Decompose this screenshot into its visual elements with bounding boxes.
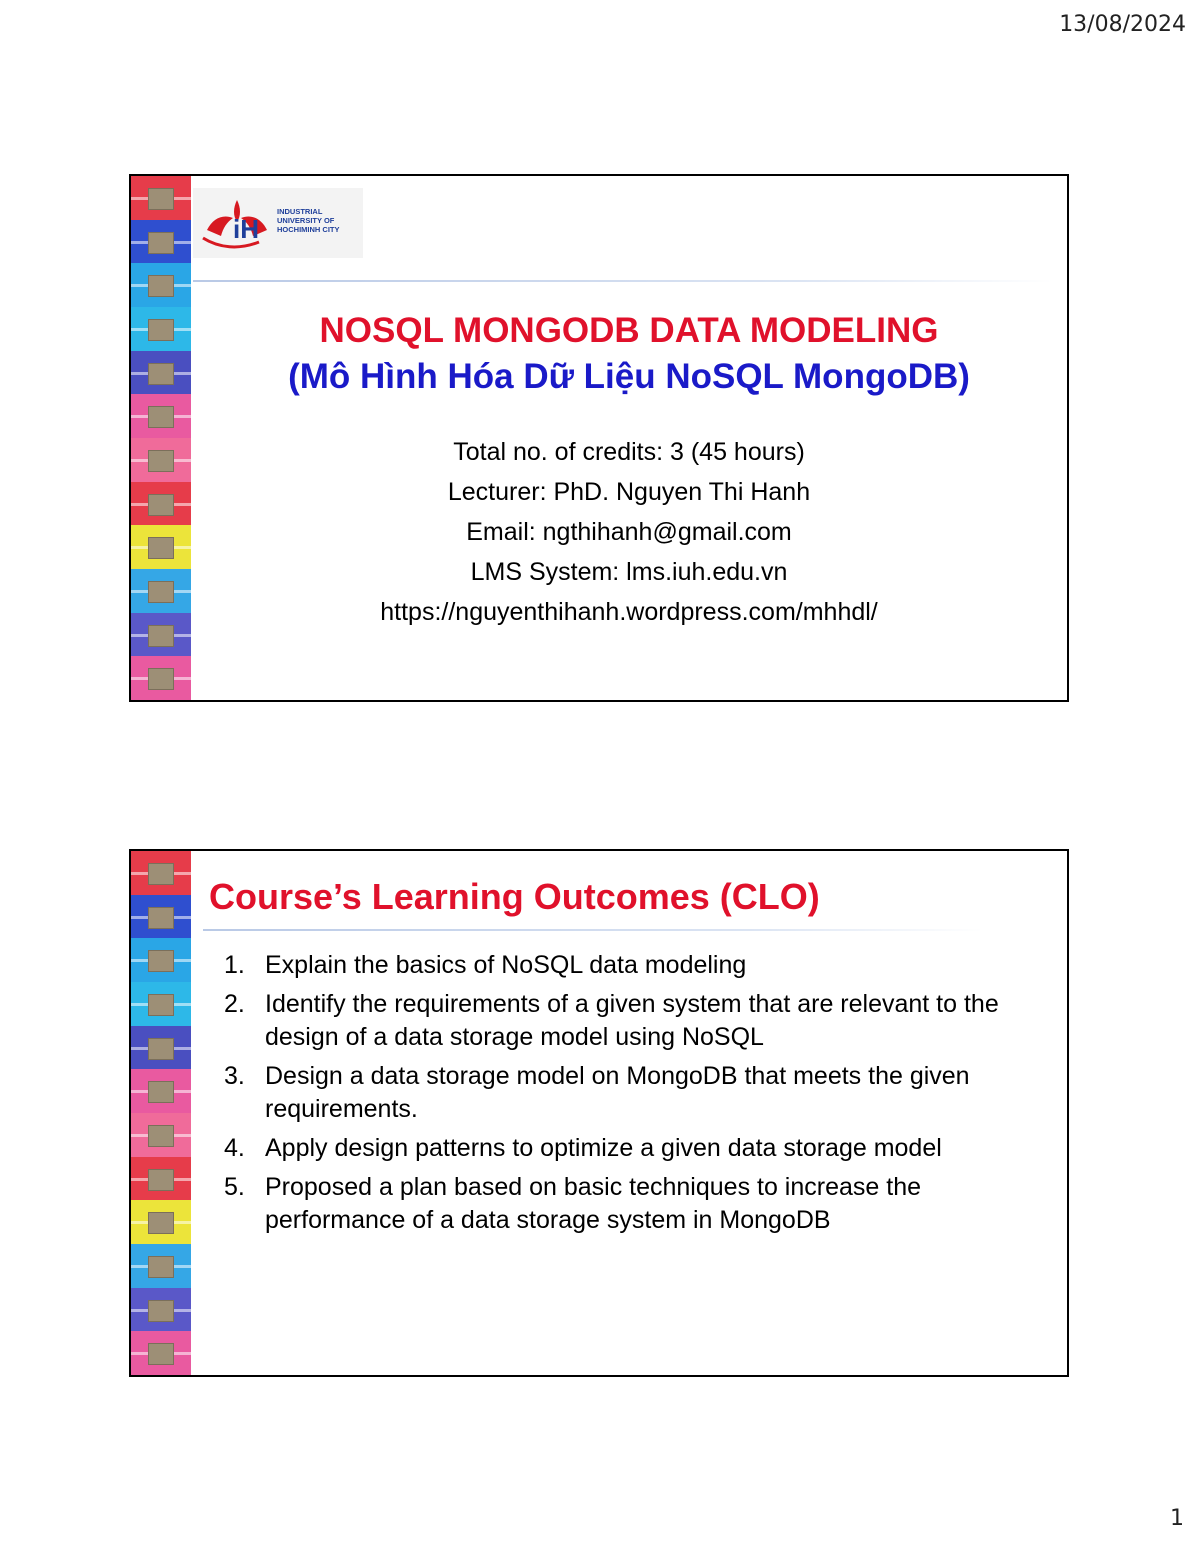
learning-outcomes-slide	[129, 849, 1069, 1377]
strip-block	[131, 351, 191, 395]
strip-block	[131, 938, 191, 982]
logo-mark: iH	[233, 214, 259, 244]
list-item-text: Explain the basics of NoSQL data modeling	[265, 951, 747, 979]
strip-knot	[148, 668, 174, 690]
strip-knot	[148, 232, 174, 254]
list-item-number: 4.	[224, 1134, 245, 1162]
university-logo	[193, 188, 363, 258]
strip-block	[131, 1331, 191, 1375]
strip-knot	[148, 188, 174, 210]
decorative-side-strip	[131, 851, 191, 1375]
strip-block	[131, 1200, 191, 1244]
strip-block	[131, 1026, 191, 1070]
strip-block	[131, 263, 191, 307]
logo-text-line-2: UNIVERSITY OF	[277, 216, 335, 225]
strip-knot	[148, 275, 174, 297]
list-item	[224, 1060, 1044, 1126]
page-date: 13/08/2024	[1059, 12, 1186, 37]
list-item-number: 3.	[224, 1062, 245, 1090]
strip-block	[131, 613, 191, 657]
course-title-vietnamese: (Mô Hình Hóa Dữ Liệu NoSQL MongoDB)	[288, 357, 970, 396]
header-divider	[193, 280, 1053, 282]
strip-block	[131, 1288, 191, 1332]
lms-info: LMS System: lms.iuh.edu.vn	[470, 558, 788, 586]
list-item	[224, 1171, 1044, 1237]
strip-block	[131, 525, 191, 569]
strip-knot	[148, 1081, 174, 1103]
university-logo-icon	[193, 188, 363, 258]
strip-block	[131, 656, 191, 700]
list-item-text: Identify the requirements of a given system that are relevant to the design of a data storage model using NoSQL	[265, 990, 999, 1051]
list-item-number: 1.	[224, 951, 245, 979]
strip-block	[131, 307, 191, 351]
strip-knot	[148, 537, 174, 559]
strip-block	[131, 394, 191, 438]
decorative-side-strip	[131, 176, 191, 700]
strip-block	[131, 176, 191, 220]
credits-info: Total no. of credits: 3 (45 hours)	[453, 438, 805, 466]
course-title-english: NOSQL MONGODB DATA MODELING	[319, 311, 939, 350]
strip-knot	[148, 363, 174, 385]
list-item-text: Design a data storage model on MongoDB that meets the given requirements.	[265, 1062, 970, 1123]
strip-knot	[148, 625, 174, 647]
strip-block	[131, 220, 191, 264]
logo-text-line-3: HOCHIMINH CITY	[277, 225, 340, 234]
lecturer-info: Lecturer: PhD. Nguyen Thi Hanh	[447, 478, 811, 506]
strip-knot	[148, 1256, 174, 1278]
list-item-text: Apply design patterns to optimize a given data storage model	[265, 1134, 942, 1162]
strip-block	[131, 1113, 191, 1157]
strip-block	[131, 1069, 191, 1113]
strip-knot	[148, 406, 174, 428]
list-item	[224, 949, 1044, 982]
strip-knot	[148, 581, 174, 603]
logo-text-line-1: INDUSTRIAL	[277, 207, 323, 216]
strip-block	[131, 482, 191, 526]
strip-block	[131, 1157, 191, 1201]
strip-knot	[148, 1212, 174, 1234]
strip-knot	[148, 319, 174, 341]
strip-knot	[148, 907, 174, 929]
list-item-number: 2.	[224, 990, 245, 1018]
title-divider	[203, 929, 983, 931]
list-item-number: 5.	[224, 1173, 245, 1201]
strip-knot	[148, 994, 174, 1016]
strip-knot	[148, 950, 174, 972]
strip-block	[131, 438, 191, 482]
strip-block	[131, 982, 191, 1026]
course-info	[191, 432, 1067, 632]
strip-knot	[148, 494, 174, 516]
list-item	[224, 988, 1044, 1054]
list-item-text: Proposed a plan based on basic techniques to increase the performance of a data storage system in MongoDB	[265, 1173, 922, 1234]
strip-knot	[148, 1169, 174, 1191]
clo-title: Course’s Learning Outcomes (CLO)	[209, 876, 820, 917]
strip-knot	[148, 1125, 174, 1147]
strip-block	[131, 851, 191, 895]
strip-block	[131, 569, 191, 613]
course-website-link[interactable]: https://nguyenthihanh.wordpress.com/mhhdl/	[380, 598, 878, 626]
strip-block	[131, 1244, 191, 1288]
email-info: Email: ngthihanh@gmail.com	[466, 518, 792, 546]
strip-knot	[148, 1343, 174, 1365]
strip-knot	[148, 863, 174, 885]
clo-list	[224, 949, 1044, 1243]
strip-knot	[148, 450, 174, 472]
list-item	[224, 1132, 1044, 1165]
title-slide	[129, 174, 1069, 702]
strip-block	[131, 895, 191, 939]
page-number: 1	[1170, 1506, 1184, 1531]
slide-title-block	[191, 308, 1067, 400]
strip-knot	[148, 1300, 174, 1322]
strip-knot	[148, 1038, 174, 1060]
